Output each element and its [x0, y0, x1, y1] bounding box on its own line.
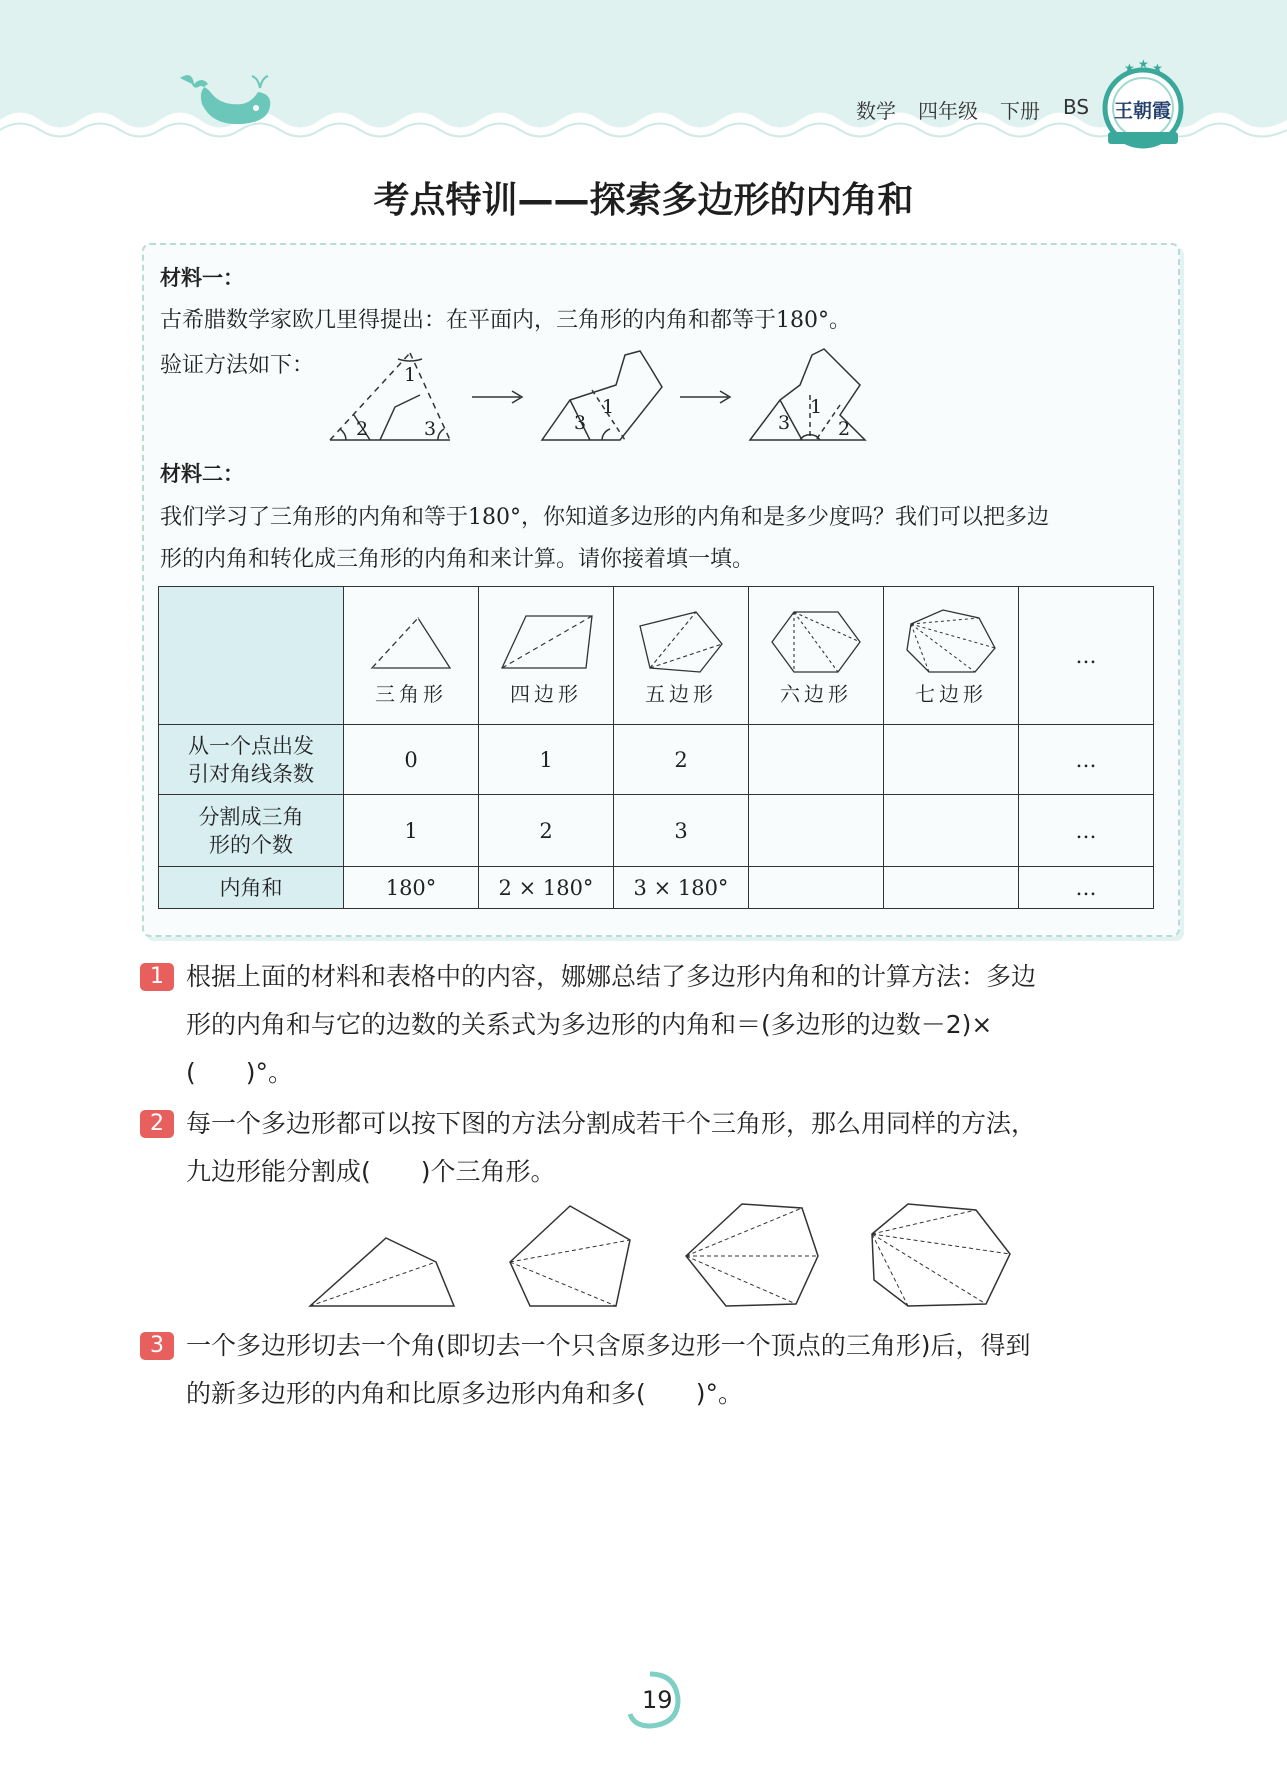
question-badge-3: 3 [140, 1332, 174, 1360]
question-badge-2: 2 [140, 1110, 174, 1138]
row-header-line: 内角和 [219, 875, 283, 900]
question-badge-1: 1 [140, 963, 174, 991]
table-cell: 180° [344, 867, 479, 909]
grade-label: 四年级 [918, 99, 978, 123]
shape-cell-hexagon [749, 587, 884, 725]
question-line: 每一个多边形都可以按下图的方法分割成若干个三角形，那么用同样的方法， [186, 1109, 1037, 1138]
svg-text:★: ★ [1124, 61, 1135, 75]
table-cell: 3 × 180° [614, 867, 749, 909]
table-cell: 2 × 180° [479, 867, 614, 909]
material2-line1: 我们学习了三角形的内角和等于180°，你知道多边形的内角和是多少度吗？我们可以把多边 [160, 505, 1049, 530]
hexagon-shape-icon [768, 608, 864, 674]
whale-icon [172, 70, 282, 136]
ellipsis-cell: … [1019, 587, 1154, 725]
material2-line2: 形的内角和转化成三角形的内角和来计算。请你接着填一填。 [160, 547, 755, 572]
method-label: 验证方法如下： [160, 353, 315, 378]
step2-angle-1: 1 [602, 396, 615, 418]
angle-label-1: 1 [404, 364, 417, 386]
step2-angle-3: 3 [574, 412, 587, 434]
material2-heading: 材料二： [160, 462, 244, 486]
material1-text: 古希腊数学家欧几里得提出：在平面内，三角形的内角和都等于180°。 [160, 308, 851, 333]
angle-label-2: 2 [356, 418, 369, 440]
row-header-diagonals [159, 725, 344, 795]
arrow-icon [472, 391, 522, 403]
angle-label-3: 3 [424, 418, 437, 440]
question-line: 形的内角和与它的边数的关系式为多边形的内角和＝(多边形的边数－2)× [186, 1010, 993, 1039]
table-cell: … [1019, 725, 1154, 795]
table-cell-blank[interactable] [749, 867, 884, 909]
svg-text:★: ★ [1152, 61, 1163, 75]
shape-label: 三角形 [375, 682, 447, 706]
logo-text: 王朝霞 [1114, 100, 1172, 122]
question-1 [186, 953, 1036, 1097]
shape-cell-heptagon [884, 587, 1019, 725]
question-answer-blank[interactable]: 九边形能分割成( )个三角形。 [186, 1157, 556, 1186]
row-header-line: 分割成三角 [198, 804, 304, 829]
subject-label: 数学 [856, 99, 896, 123]
row-header-angle-sum [159, 867, 344, 909]
question-3 [186, 1322, 1031, 1418]
row-header-line: 形的个数 [209, 832, 293, 857]
shape-cell-triangle [344, 587, 479, 725]
row-header-line: 从一个点出发 [188, 733, 314, 758]
row-header-triangles [159, 795, 344, 867]
heptagon-shape-icon [903, 608, 999, 674]
pentagon-shape-icon [636, 608, 726, 674]
question-2 [186, 1100, 1036, 1196]
edition-label: BS [1063, 95, 1090, 119]
step3-angle-3: 3 [778, 412, 791, 434]
table-corner [159, 587, 344, 725]
shape-label: 五边形 [645, 682, 717, 706]
quadrilateral-shape-icon [496, 608, 596, 674]
table-cell: 1 [479, 725, 614, 795]
table-cell-blank[interactable] [884, 795, 1019, 867]
table-cell: 1 [344, 795, 479, 867]
shape-label: 七边形 [915, 682, 987, 706]
shape-label: 四边形 [510, 682, 582, 706]
page-title: 考点特训——探索多边形的内角和 [373, 180, 914, 221]
volume-label: 下册 [1000, 99, 1040, 123]
page-number [620, 1670, 690, 1730]
table-cell: … [1019, 867, 1154, 909]
table-cell: … [1019, 795, 1154, 867]
step3-angle-1: 1 [810, 396, 823, 418]
shape-label: 六边形 [780, 682, 852, 706]
table-cell: 0 [344, 725, 479, 795]
row-header-line: 引对角线条数 [188, 761, 314, 786]
step3-angle-2: 2 [838, 418, 851, 440]
question-line: 根据上面的材料和表格中的内容，娜娜总结了多边形内角和的计算方法：多边 [186, 962, 1037, 991]
triangle-shape-icon [366, 608, 456, 674]
shape-cell-pentagon [614, 587, 749, 725]
polygon-division-figure [306, 1200, 1026, 1312]
arrow-icon [680, 391, 730, 403]
svg-text:★: ★ [1138, 58, 1149, 71]
polygon-table [158, 586, 1154, 909]
table-cell: 2 [479, 795, 614, 867]
table-cell-blank[interactable] [884, 867, 1019, 909]
brand-logo [1100, 58, 1186, 152]
table-cell-blank[interactable] [749, 795, 884, 867]
table-cell-blank[interactable] [884, 725, 1019, 795]
table-cell-blank[interactable] [749, 725, 884, 795]
table-cell: 3 [614, 795, 749, 867]
question-answer-blank[interactable]: ( )°。 [186, 1058, 294, 1087]
question-answer-blank[interactable]: 的新多边形的内角和比原多边形内角和多( )°。 [186, 1379, 744, 1408]
material1-heading: 材料一： [160, 266, 244, 290]
question-line: 一个多边形切去一个角(即切去一个只含原多边形一个顶点的三角形)后，得到 [186, 1331, 1031, 1360]
page-number-text: 19 [642, 1686, 673, 1714]
table-cell: 2 [614, 725, 749, 795]
shape-cell-quadrilateral [479, 587, 614, 725]
triangle-verification-figure [320, 345, 880, 445]
